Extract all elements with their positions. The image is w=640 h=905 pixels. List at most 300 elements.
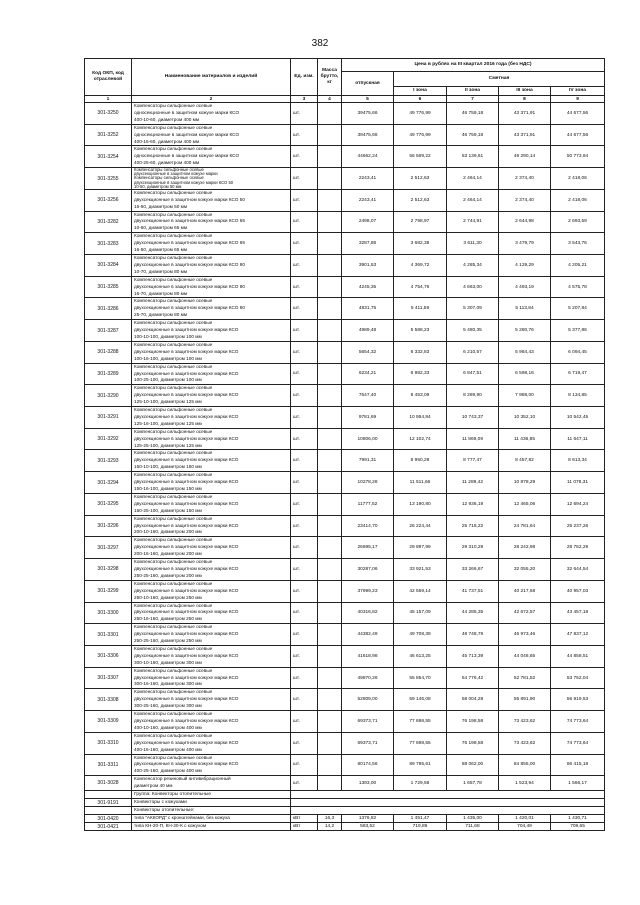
price-zone-2: 1 657,78 [447, 776, 499, 791]
table-row [85, 624, 605, 646]
row-name [132, 298, 291, 320]
price-release: 49870,26 [342, 667, 394, 689]
row-unit: шт. [291, 320, 318, 342]
price-zone-1: 49 708,39 [394, 624, 447, 646]
row-mass [318, 776, 342, 791]
row-name [132, 428, 291, 450]
row-mass [318, 428, 342, 450]
row-code: 301-3285 [85, 276, 132, 298]
row-name [132, 233, 291, 255]
row-unit: шт. [291, 211, 318, 233]
price-zone-4: 1 430,71 [551, 815, 605, 823]
header-release-price: отпускная [342, 72, 394, 96]
row-mass [318, 645, 342, 667]
row-name-line: 10-50, диаметром 50 мм [134, 184, 182, 189]
column-number-row [85, 96, 605, 103]
row-mass [318, 602, 342, 624]
row-name-line: Компенсаторы сильфонные осевые [134, 255, 213, 261]
price-zone-1: 2 798,97 [394, 211, 447, 233]
row-name [132, 493, 291, 515]
row-name [132, 124, 291, 146]
row-name [132, 363, 291, 385]
row-name-line: 150-16-100, диаметром 150 мм [134, 486, 202, 492]
price-release: 26695,17 [342, 537, 394, 559]
price-zone-2: 1 435,00 [447, 815, 499, 823]
row-mass [318, 450, 342, 472]
row-code: 301-3286 [85, 298, 132, 320]
row-code: 301-3292 [85, 428, 132, 450]
price-zone-1: 26 224,44 [394, 515, 447, 537]
row-unit: шт. [291, 472, 318, 494]
row-name-line: Компенсаторы сильфонные осевые [134, 472, 213, 478]
price-release: 37999,23 [342, 580, 394, 602]
row-unit: шт. [291, 667, 318, 689]
row-code: 301-3298 [85, 559, 132, 581]
price-zone-3: 4 129,29 [499, 255, 551, 277]
row-code: 301-3255 [85, 168, 132, 190]
table-row [85, 602, 605, 624]
table-row [85, 732, 605, 754]
row-name-line: двухсекционные в защитном кожухе марки КСО [134, 500, 239, 506]
row-name-line: 125-10-100, диаметром 125 мм [134, 399, 202, 405]
row-name-line: двухсекционные в защитном кожухе марки КСО 80 [134, 261, 245, 267]
price-release: 44382,49 [342, 624, 394, 646]
price-zone-3: 49 290,14 [499, 146, 551, 168]
row-mass [318, 363, 342, 385]
row-name [132, 580, 291, 602]
row-unit: шт. [291, 689, 318, 711]
group-code: 301-9191 [85, 799, 132, 807]
row-code: 301-3289 [85, 363, 132, 385]
row-unit: шт. [291, 602, 318, 624]
row-mass [318, 515, 342, 537]
price-zone-3: 73 423,62 [499, 711, 551, 733]
row-name [132, 276, 291, 298]
header-zone-4: IV зона [551, 87, 605, 96]
table-row [85, 211, 605, 233]
price-zone-3: 43 371,91 [499, 103, 551, 125]
row-unit: шт. [291, 754, 318, 776]
price-zone-2: 46 759,18 [447, 124, 499, 146]
row-unit: шт. [291, 255, 318, 277]
row-name [132, 689, 291, 711]
table-row [85, 450, 605, 472]
price-zone-3: 704,49 [499, 823, 551, 831]
price-zone-2: 3 611,30 [447, 233, 499, 255]
row-name-line: 125-16-100, диаметром 125 мм [134, 420, 202, 426]
row-mass [318, 124, 342, 146]
row-name-line: Компенсаторы сильфонные осевые [134, 211, 213, 217]
row-name-line: Компенсаторы сильфонные осевые [134, 580, 213, 586]
row-code: 301-3256 [85, 189, 132, 211]
row-name [132, 776, 291, 791]
row-code: 301-3252 [85, 124, 132, 146]
price-zone-4: 5 377,86 [551, 320, 605, 342]
price-zone-4: 25 237,26 [551, 515, 605, 537]
price-zone-3: 1 523,94 [499, 776, 551, 791]
price-zone-2: 44 285,35 [447, 602, 499, 624]
row-code: 301-3254 [85, 146, 132, 168]
row-name-line: Компенсаторы сильфонные осевые [134, 276, 213, 282]
row-name-line: 200-16-160, диаметром 200 мм [134, 551, 202, 557]
price-zone-2: 76 198,58 [447, 711, 499, 733]
row-name [132, 341, 291, 363]
row-mass [318, 754, 342, 776]
row-name-line: Компенсаторы сильфонные осевые [134, 645, 213, 651]
table-row [85, 276, 605, 298]
table-row [85, 233, 605, 255]
row-name-line: двухсекционные в защитном кожухе марки КСО [134, 435, 239, 441]
row-name: типа "АККОРД" с кронштейнами, без кожуха [132, 815, 291, 823]
row-name-line: Компенсаторы сильфонные осевые [134, 363, 213, 369]
table-row [85, 168, 605, 190]
price-zone-2: 11 289,42 [447, 472, 499, 494]
row-name-line: двухсекционные в защитном кожухе марки КСО [134, 609, 239, 615]
group-empty [291, 799, 605, 807]
row-name-line: 400-10-160, диаметром 400 мм [134, 724, 202, 730]
col-number: 9 [551, 96, 605, 103]
price-zone-4: 44 858,51 [551, 645, 605, 667]
price-zone-1: 49 776,99 [394, 124, 447, 146]
price-zone-2: 711,68 [447, 823, 499, 831]
price-zone-3: 52 781,52 [499, 667, 551, 689]
price-zone-4: 6 094,45 [551, 341, 605, 363]
price-release: 2243,41 [342, 168, 394, 190]
price-release: 52809,00 [342, 689, 394, 711]
table-row [85, 472, 605, 494]
price-zone-4: 10 542,45 [551, 407, 605, 429]
row-name-line: двухсекционные в защитном кожухе марки КСО 50 [134, 196, 245, 202]
price-zone-1: 6 982,33 [394, 363, 447, 385]
row-name-line: Компенсатор резиновый антивибрационный [134, 776, 231, 782]
group-code [85, 807, 132, 815]
row-code: 301-3300 [85, 602, 132, 624]
row-name-line: двухсекционные в защитном кожухе марки КСО [134, 348, 239, 354]
price-zone-2: 6 210,57 [447, 341, 499, 363]
row-name [132, 320, 291, 342]
price-zone-4: 6 719,47 [551, 363, 605, 385]
row-mass [318, 407, 342, 429]
row-name [132, 146, 291, 168]
row-name-line: 10-50, диаметром 65 мм [134, 225, 188, 231]
table-row [85, 515, 605, 537]
price-zone-4: 53 752,04 [551, 667, 605, 689]
price-zone-4: 32 644,54 [551, 559, 605, 581]
group-name: Конвекторы отопительные: [132, 807, 291, 815]
row-name-line: двухсекционные в защитном кожухе марки КСО [134, 544, 239, 550]
price-zone-3: 40 217,58 [499, 580, 551, 602]
price-zone-2: 45 713,39 [447, 645, 499, 667]
price-zone-2: 4 285,34 [447, 255, 499, 277]
table-row [85, 580, 605, 602]
table-row [85, 667, 605, 689]
row-unit: шт. [291, 624, 318, 646]
row-unit: шт. [291, 276, 318, 298]
price-release: 4245,35 [342, 276, 394, 298]
row-unit: шт. [291, 580, 318, 602]
price-release: 80174,56 [342, 754, 394, 776]
row-unit: кВт [291, 815, 318, 823]
price-zone-1: 4 369,72 [394, 255, 447, 277]
price-zone-1: 6 332,83 [394, 341, 447, 363]
price-zone-4: 1 566,17 [551, 776, 605, 791]
price-zone-3: 32 055,20 [499, 559, 551, 581]
price-zone-4: 3 543,76 [551, 233, 605, 255]
price-release: 3901,53 [342, 255, 394, 277]
header-price-group: Цена в рублях на III квартал 2016 года (без НДС) [342, 59, 605, 72]
row-unit: шт. [291, 515, 318, 537]
price-zone-3: 8 457,82 [499, 450, 551, 472]
row-name [132, 602, 291, 624]
price-zone-1: 8 453,09 [394, 385, 447, 407]
row-code: 301-0420 [85, 815, 132, 823]
row-name [132, 537, 291, 559]
row-name [132, 168, 291, 190]
row-mass [318, 711, 342, 733]
row-name-line: 10-70, диаметром 80 мм [134, 268, 188, 274]
price-zone-4: 2 693,59 [551, 211, 605, 233]
row-code: 301-3290 [85, 385, 132, 407]
row-name [132, 559, 291, 581]
price-zone-2: 2 464,14 [447, 189, 499, 211]
price-zone-3: 44 048,65 [499, 645, 551, 667]
row-mass [318, 559, 342, 581]
row-unit: шт. [291, 493, 318, 515]
row-code: 301-3282 [85, 211, 132, 233]
price-zone-4: 709,65 [551, 823, 605, 831]
row-name-line: Компенсаторы сильфонные осевые [134, 176, 204, 181]
row-mass [318, 624, 342, 646]
price-release: 39475,66 [342, 124, 394, 146]
header-zone-2: II зона [447, 87, 499, 96]
price-zone-1: 5 588,23 [394, 320, 447, 342]
price-zone-2: 53 139,61 [447, 146, 499, 168]
row-unit: шт. [291, 428, 318, 450]
price-zone-3: 10 352,10 [499, 407, 551, 429]
group-row [85, 791, 605, 799]
table-row [85, 559, 605, 581]
row-name-line: Компенсаторы сильфонные осевые [134, 146, 213, 152]
price-zone-4: 50 773,94 [551, 146, 605, 168]
price-release: 11777,52 [342, 493, 394, 515]
price-zone-4: 74 773,64 [551, 732, 605, 754]
price-zone-2: 5 307,09 [447, 298, 499, 320]
price-zone-3: 2 374,40 [499, 189, 551, 211]
price-zone-4: 4 205,21 [551, 255, 605, 277]
price-zone-4: 5 207,84 [551, 298, 605, 320]
row-name [132, 407, 291, 429]
row-name-line: двухсекционные в защитном кожухе марки КСО [134, 631, 239, 637]
price-zone-2: 33 266,67 [447, 559, 499, 581]
col-number: 7 [447, 96, 499, 103]
row-name-line: Компенсаторы сильфонные осевые [134, 754, 213, 760]
table-row [85, 428, 605, 450]
row-name-line: Компенсаторы сильфонные осевые [134, 168, 204, 173]
row-mass [318, 189, 342, 211]
price-zone-3: 5 113,84 [499, 298, 551, 320]
header-code: Код ОКП, код отраслевой [85, 59, 132, 96]
price-zone-2: 25 718,22 [447, 515, 499, 537]
price-release: 7991,31 [342, 450, 394, 472]
price-zone-3: 84 855,00 [499, 754, 551, 776]
price-zone-4: 43 457,18 [551, 602, 605, 624]
row-name-line: Компенсаторы сильфонные осевые [134, 407, 213, 413]
price-zone-1: 49 776,99 [394, 103, 447, 125]
row-name [132, 189, 291, 211]
row-name-line: Компенсаторы сильфонные осевые [134, 732, 213, 738]
col-number: 3 [291, 96, 318, 103]
header-unit: Ед. изм. [291, 59, 318, 96]
price-zone-1: 12 102,74 [394, 428, 447, 450]
row-name-line: двухсекционные в защитном кожухе марки КСО 80 [134, 305, 245, 311]
price-release: 40316,82 [342, 602, 394, 624]
price-zone-1: 33 921,53 [394, 559, 447, 581]
price-zone-2: 76 198,58 [447, 732, 499, 754]
row-mass [318, 146, 342, 168]
price-zone-4: 12 694,24 [551, 493, 605, 515]
row-code: 301-3287 [85, 320, 132, 342]
price-release: 1393,00 [342, 776, 394, 791]
table-row [85, 341, 605, 363]
row-code: 301-3283 [85, 233, 132, 255]
table-row [85, 320, 605, 342]
row-name-line: 400-16-60, диаметром 400 мм [134, 138, 200, 144]
row-unit: шт. [291, 103, 318, 125]
price-release: 2498,07 [342, 211, 394, 233]
row-mass [318, 537, 342, 559]
price-release: 4989,48 [342, 320, 394, 342]
row-name [132, 211, 291, 233]
price-zone-1: 42 559,14 [394, 580, 447, 602]
price-release: 6234,21 [342, 363, 394, 385]
price-release: 44662,24 [342, 146, 394, 168]
group-name: Конвекторы с кожухами [132, 799, 291, 807]
row-mass [318, 689, 342, 711]
price-zone-3: 42 672,57 [499, 602, 551, 624]
row-name-line: Компенсаторы сильфонные осевые [134, 341, 213, 347]
row-name-line: Компенсаторы сильфонные осевые [134, 537, 213, 543]
price-zone-2: 5 480,35 [447, 320, 499, 342]
row-code: 301-3308 [85, 689, 132, 711]
row-name-line: 150-10-100, диаметром 150 мм [134, 464, 202, 470]
row-code: 301-3291 [85, 407, 132, 429]
price-zone-1: 46 613,25 [394, 645, 447, 667]
price-zone-2: 4 663,00 [447, 276, 499, 298]
row-mass [318, 233, 342, 255]
row-code: 301-3310 [85, 732, 132, 754]
table-row [85, 711, 605, 733]
row-name-line: двухсекционные в защитном кожухе марки КСО [134, 674, 239, 680]
col-number: 5 [342, 96, 394, 103]
price-release: 583,52 [342, 823, 394, 831]
row-name-line: Компенсаторы сильфонные осевые [134, 515, 213, 521]
group-row [85, 807, 605, 815]
row-mass [318, 732, 342, 754]
price-zone-4: 44 677,56 [551, 124, 605, 146]
row-name-line: 16-50, диаметром 50 мм [134, 203, 188, 209]
price-zone-1: 1 451,47 [394, 815, 447, 823]
price-zone-2: 41 737,51 [447, 580, 499, 602]
row-name-line: 25-70, диаметром 80 мм [134, 312, 188, 318]
row-name-line: 300-25-160, диаметром 300 мм [134, 703, 202, 709]
table-row [85, 689, 605, 711]
header-zone-3: III зона [499, 87, 551, 96]
row-code: 301-3311 [85, 754, 132, 776]
price-zone-3: 2 374,40 [499, 168, 551, 190]
row-name-line: 300-10-160, диаметром 300 мм [134, 659, 202, 665]
price-zone-1: 13 190,80 [394, 493, 447, 515]
row-mass [318, 385, 342, 407]
price-zone-1: 89 795,61 [394, 754, 447, 776]
table-row [85, 537, 605, 559]
row-code: 301-3288 [85, 341, 132, 363]
row-name-line: Компенсаторы сильфонные осевые [134, 233, 213, 239]
row-name-line: 100-10-100, диаметром 100 мм [134, 333, 202, 339]
row-name-line: Компенсаторы сильфонные осевые [134, 667, 213, 673]
price-zone-1: 11 511,66 [394, 472, 447, 494]
row-name-line: Компенсаторы сильфонные осевые [134, 493, 213, 499]
price-zone-4: 4 575,78 [551, 276, 605, 298]
price-zone-1: 45 157,09 [394, 602, 447, 624]
row-name-line: Компенсаторы сильфонные осевые [134, 559, 213, 565]
price-release: 3287,86 [342, 233, 394, 255]
table-row [85, 776, 605, 791]
row-code: 301-3293 [85, 450, 132, 472]
table-row [85, 124, 605, 146]
col-number: 8 [499, 96, 551, 103]
row-name-line: двухсекционные в защитном кожухе марки КСО [134, 761, 239, 767]
price-zone-2: 10 743,37 [447, 407, 499, 429]
price-zone-1: 55 854,70 [394, 667, 447, 689]
price-zone-3: 10 878,29 [499, 472, 551, 494]
price-release: 5654,32 [342, 341, 394, 363]
price-zone-4: 40 957,03 [551, 580, 605, 602]
price-release: 10278,28 [342, 472, 394, 494]
row-name-line: Компенсаторы сильфонные осевые [134, 385, 213, 391]
row-name-line: 400-25-160, диаметром 400 мм [134, 768, 202, 774]
page-number: 382 [311, 38, 329, 49]
price-zone-1: 4 754,76 [394, 276, 447, 298]
price-zone-4: 56 919,53 [551, 689, 605, 711]
table-row [85, 815, 605, 823]
table-row [85, 189, 605, 211]
row-unit: шт. [291, 645, 318, 667]
row-name-line: двухсекционные в защитном кожухе марки КСО [134, 739, 239, 745]
row-unit: шт. [291, 298, 318, 320]
row-mass [318, 168, 342, 190]
row-name [132, 472, 291, 494]
row-name-line: двухсекционные в защитном кожухе марки КСО 65 [134, 240, 245, 246]
row-name-line: двухсекционные в защитном кожухе марки КСО [134, 696, 239, 702]
price-zone-2: 29 310,29 [447, 537, 499, 559]
group-code [85, 791, 132, 799]
price-zone-3: 5 280,76 [499, 320, 551, 342]
price-zone-1: 5 411,59 [394, 298, 447, 320]
header-mass: Масса брутто, кг [318, 59, 342, 96]
price-release: 41618,98 [342, 645, 394, 667]
table-row [85, 754, 605, 776]
row-mass [318, 276, 342, 298]
row-unit: шт. [291, 732, 318, 754]
row-name-line: двухсекционные в защитном кожухе марки КСО [134, 587, 239, 593]
row-unit: шт. [291, 146, 318, 168]
row-code: 301-3299 [85, 580, 132, 602]
price-zone-2: 88 062,00 [447, 754, 499, 776]
price-release: 69373,71 [342, 732, 394, 754]
row-unit: шт. [291, 363, 318, 385]
row-name-line: Компенсаторы сильфонные осевые [134, 711, 213, 717]
row-mass [318, 667, 342, 689]
